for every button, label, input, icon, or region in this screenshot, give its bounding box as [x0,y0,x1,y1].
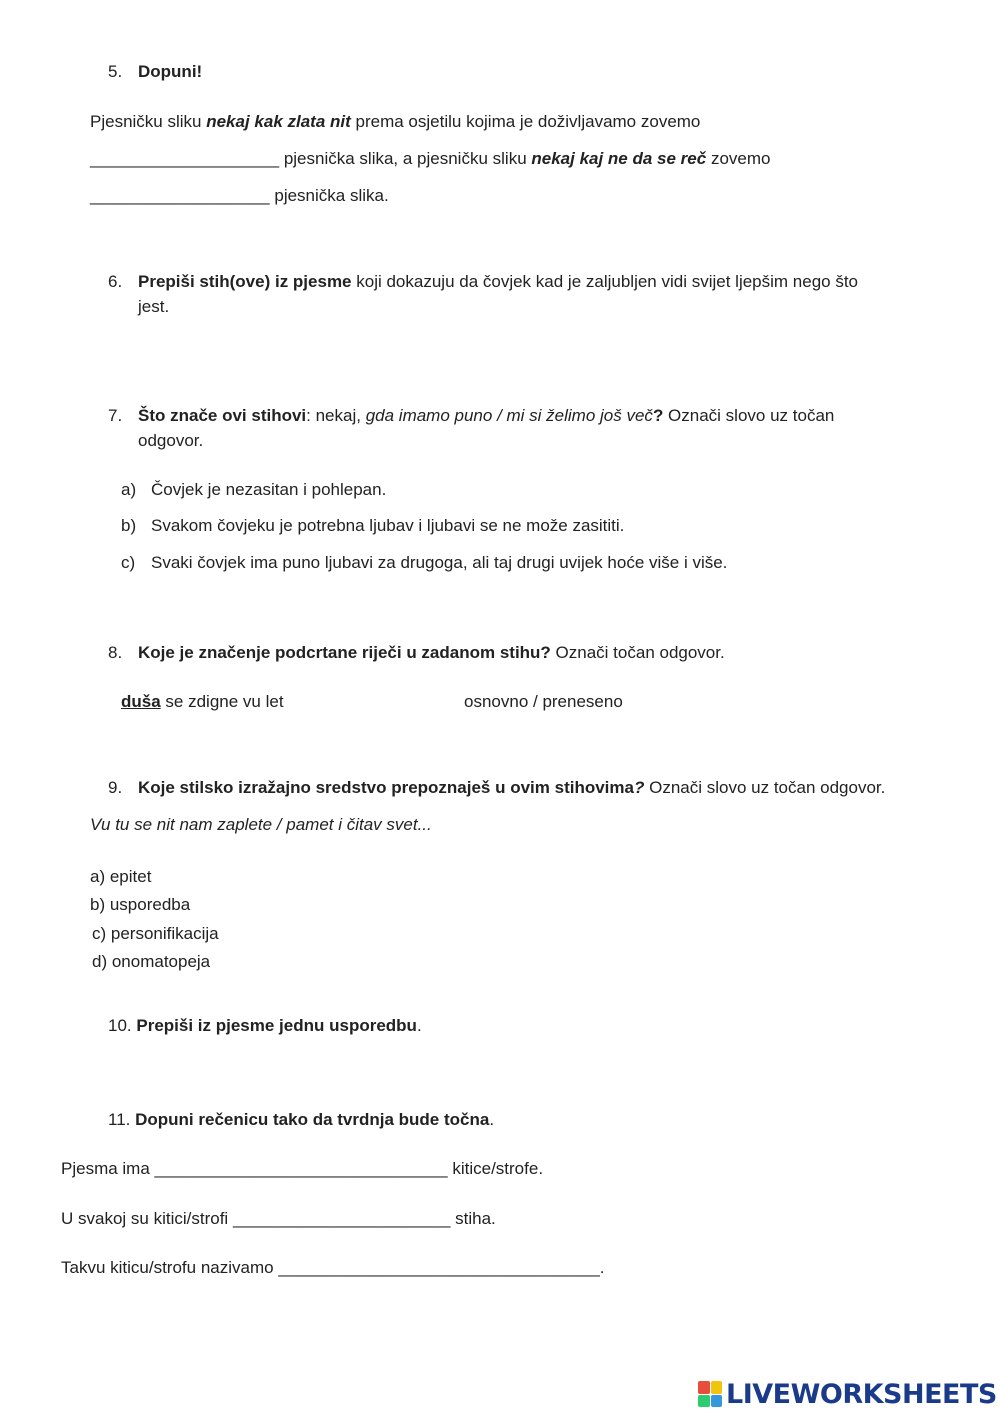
q9-option-d[interactable]: d) onomatopeja [92,952,211,971]
q8-underlined-word: duša [121,692,161,711]
sentence-text: Takvu kiticu/strofu nazivamo [61,1258,279,1277]
q8-verse [121,690,284,714]
q11-blank-2[interactable]: _______________________ [232,1209,451,1228]
q10-number: 10. [108,1016,132,1035]
liveworksheets-logo [698,1378,997,1410]
q11-period: . [489,1110,495,1129]
q7-heading [108,404,834,428]
q10-instruction: Prepiši iz pjesme jednu usporedbu [136,1016,417,1035]
q6-heading [108,270,858,294]
q8-instruction: Koje je značenje podcrtane riječi u zadanom stihu? [138,643,551,662]
q9-qmark: ? [633,778,645,797]
q10-heading [108,1014,422,1038]
sentence-text: . [599,1258,605,1277]
q11-sentence-3 [61,1256,605,1280]
q5-line-1 [90,110,700,134]
q5-quote: nekaj kak zlata nit [206,112,351,131]
q8-number: 8. [108,643,123,662]
q7-qmark: ? [652,406,664,425]
sentence-text: kitice/strofe. [447,1159,544,1178]
q5-text: Pjesničku sliku [90,112,207,131]
q9-option-c[interactable]: c) personifikacija [92,924,219,943]
option-text: Čovjek je nezasitan i pohlepan. [151,480,387,499]
q7-option-c[interactable] [121,551,727,575]
q11-blank-1[interactable]: _______________________________ [154,1159,448,1178]
option-text: Svakom čovjeku je potrebna ljubav i ljubavi se ne može zasititi. [151,516,625,535]
q11-sentence-2 [61,1207,496,1231]
q5-text: prema osjetilu kojima je doživljavamo zovemo [350,112,701,131]
q11-number: 11. [108,1110,131,1129]
q7-text: : nekaj, [306,406,366,425]
logo-square [698,1395,710,1408]
q7-verse: gda imamo puno / mi si želimo još več [365,406,653,425]
q9-text: Označi slovo uz točan odgovor. [644,778,886,797]
q7-text: Označi slovo uz točan [663,406,835,425]
q5-blank-1[interactable]: ____________________ [90,149,280,168]
option-letter: a) [121,480,137,499]
logo-grid-icon [698,1381,722,1407]
q5-quote: nekaj kaj ne da se reč [531,149,707,168]
q11-heading [108,1108,494,1132]
q6-line-2: jest. [138,297,170,316]
q5-heading [108,60,202,84]
q7-line-2: odgovor. [138,431,204,450]
option-text: Svaki čovjek ima puno ljubavi za drugoga, ali taj drugi uvijek hoće više i više. [151,553,728,572]
q8-heading [108,641,725,665]
option-letter: b) [121,516,137,535]
option-letter: c) [121,553,136,572]
sentence-text: stiha. [450,1209,496,1228]
q9-option-b[interactable]: b) usporedba [90,895,191,914]
q8-verse-text: se zdigne vu let [160,692,284,711]
q5-blank-2[interactable]: ___________________ [90,186,270,205]
q5-line-2 [90,147,770,171]
q11-sentence-1 [61,1157,543,1181]
q5-text: pjesnička slika. [269,186,389,205]
sentence-text: U svakoj su kitici/strofi [61,1209,233,1228]
q5-text: pjesnička slika, a pjesničku sliku [279,149,532,168]
q9-instruction: Koje stilsko izražajno sredstvo prepoznaješ u ovim stihovima [138,778,634,797]
q5-text: zovemo [706,149,771,168]
q8-text: Označi točan odgovor. [550,643,725,662]
q5-line-3 [90,184,389,208]
q10-period: . [416,1016,422,1035]
logo-square [711,1381,723,1394]
q9-number: 9. [108,778,123,797]
q9-verse: Vu tu se nit nam zaplete / pamet i čitav svet... [90,815,432,834]
q6-instruction: Prepiši stih(ove) iz pjesme [138,272,352,291]
q7-option-b[interactable] [121,514,624,538]
q7-instruction: Što znače ovi stihovi [138,406,307,425]
q7-number: 7. [108,406,123,425]
logo-square [711,1395,723,1408]
q6-text: koji dokazuju da čovjek kad je zaljubljen vidi svijet ljepšim nego što [351,272,859,291]
sentence-text: Pjesma ima [61,1159,155,1178]
q5-number: 5. [108,62,123,81]
q8-choice[interactable]: osnovno / preneseno [464,692,623,711]
q5-title: Dopuni! [138,62,203,81]
logo-square [698,1381,710,1394]
q11-blank-3[interactable]: __________________________________ [278,1258,600,1277]
q9-option-a[interactable]: a) epitet [90,867,152,886]
q9-heading [108,776,885,800]
q11-instruction: Dopuni rečenicu tako da tvrdnja bude točna [135,1110,490,1129]
brand-wordmark: LIVEWORKSHEETS [726,1378,997,1410]
q6-number: 6. [108,272,123,291]
q7-option-a[interactable] [121,478,386,502]
